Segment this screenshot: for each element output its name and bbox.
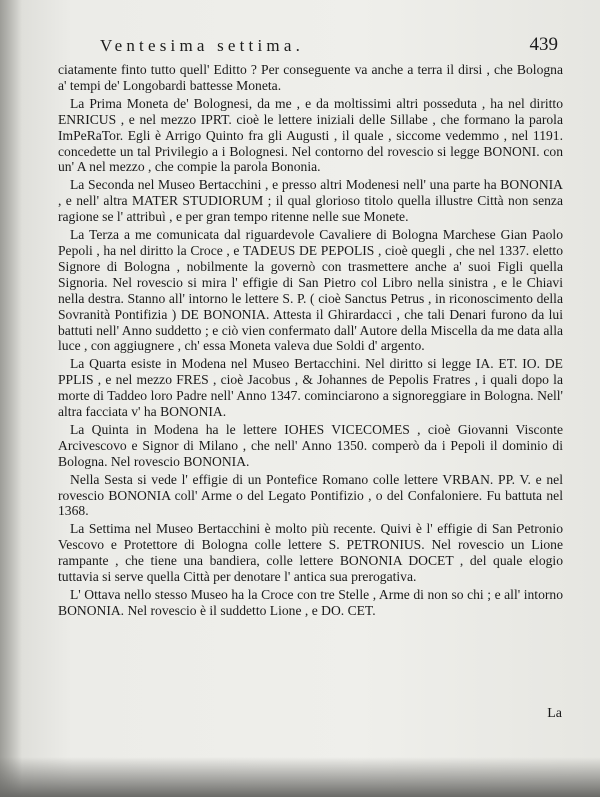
running-head: Ventesima settima. <box>100 36 305 55</box>
paragraph-3: La Seconda nel Museo Bertacchini , e presso altri Modenesi nell' una parte ha BONONIA , e nell' altra MATER STUDIORUM ; il qual glorioso titolo quella illustre Città non senza ragione se l' attribuì , e per gran tempo ritenne nelle sue Monete. <box>58 177 563 225</box>
paragraph-1: ciatamente finto tutto quell' Editto ? Per conseguente va anche a terra il dirsi , che Bologna a' tempi de' Longobardi battesse Moneta. <box>58 62 563 93</box>
catchword: La <box>547 706 562 721</box>
paragraph-6: La Quinta in Modena ha le lettere IOHES VICECOMES , cioè Giovanni Visconte Arcivescovo e Signor di Milano , che nell' Anno 1350. comperò da i Pepoli il dominio di Bologna. Nel rovescio BONONIA. <box>58 421 563 469</box>
page-bottom-shadow <box>0 757 600 797</box>
paragraph-5: La Quarta esiste in Modena nel Museo Bertacchini. Nel diritto si legge IA. ET. IO. DE PPLIS , e nel mezzo FRES , cioè Jacobus , & Johannes de Pepolis Fratres , i quali dopo la morte di Taddeo loro Padre nell' Anno 1347. cominciarono a signoreggiare in Bologna. Nell' altra facciata v' ha BONONIA. <box>58 356 563 420</box>
page-header <box>70 36 570 62</box>
page-body <box>58 62 563 619</box>
paragraph-4: La Terza a me comunicata dal riguardevole Cavaliere di Bologna Marchese Gian Paolo Pepoli , ha nel diritto la Croce , e TADEUS DE PEPOLIS , cioè quegli , che nel 1337. eletto Signore di Bologna , nobilmente la governò con trasmettere anche a' suoi Figli quella Signoria. Nel rovescio si mira l' effigie di San Pietro col Libro nella sinistra , e le Chiavi nella destra. Stanno all' intorno le lettere S. P. ( cioè Sanctus Petrus , in riconoscimento della Sovranità Pontifizia ) DE BONONIA. Attesta il Ghirardacci , che tali Denari furono da lui battuti nell' Anno suddetto ; e ciò vien confermato dall' Autore della Miscella da me data alla luce , con aggiugnere , ch' essa Moneta valeva due Soldi d' argento. <box>58 227 563 354</box>
paragraph-2: La Prima Moneta de' Bolognesi, da me , e da moltissimi altri posseduta , ha nel diritto ENRICUS , e nel mezzo IPRT. cioè le lettere iniziali delle Sillabe , che formano la parola ImPeRaTor. Egli è Arrigo Quinto fra gli Augusti , il quale , siccome vedemmo , nel 1191. concedette un tal Privilegio a i Bolognesi. Nel contorno del rovescio si legge BONONI. con un' A nel mezzo , che compie la parola Bononia. <box>58 95 563 175</box>
paragraph-7: Nella Sesta si vede l' effigie di un Pontefice Romano colle lettere VRBAN. PP. V. e nel rovescio BONONIA coll' Arme o del Legato Pontifizio , o del Confaloniere. Fu battuta nel 1368. <box>58 471 563 519</box>
page-gutter-shadow <box>0 0 22 797</box>
paragraph-9: L' Ottava nello stesso Museo ha la Croce con tre Stelle , Arme di non so chi ; e all' intorno BONONIA. Nel rovescio è il suddetto Lione , e DO. CET. <box>58 587 563 618</box>
paragraph-8: La Settima nel Museo Bertacchini è molto più recente. Quivi è l' effigie di San Petronio Vescovo e Protettore di Bologna colle lettere S. PETRONIUS. Nel rovescio un Lione rampante , che tiene una bandiera, colle lettere BONONIA DOCET , del quale elogio tuttavia si serve quella Città per denotare l' antica sua prerogativa. <box>58 521 563 585</box>
page-number: 439 <box>529 34 558 55</box>
